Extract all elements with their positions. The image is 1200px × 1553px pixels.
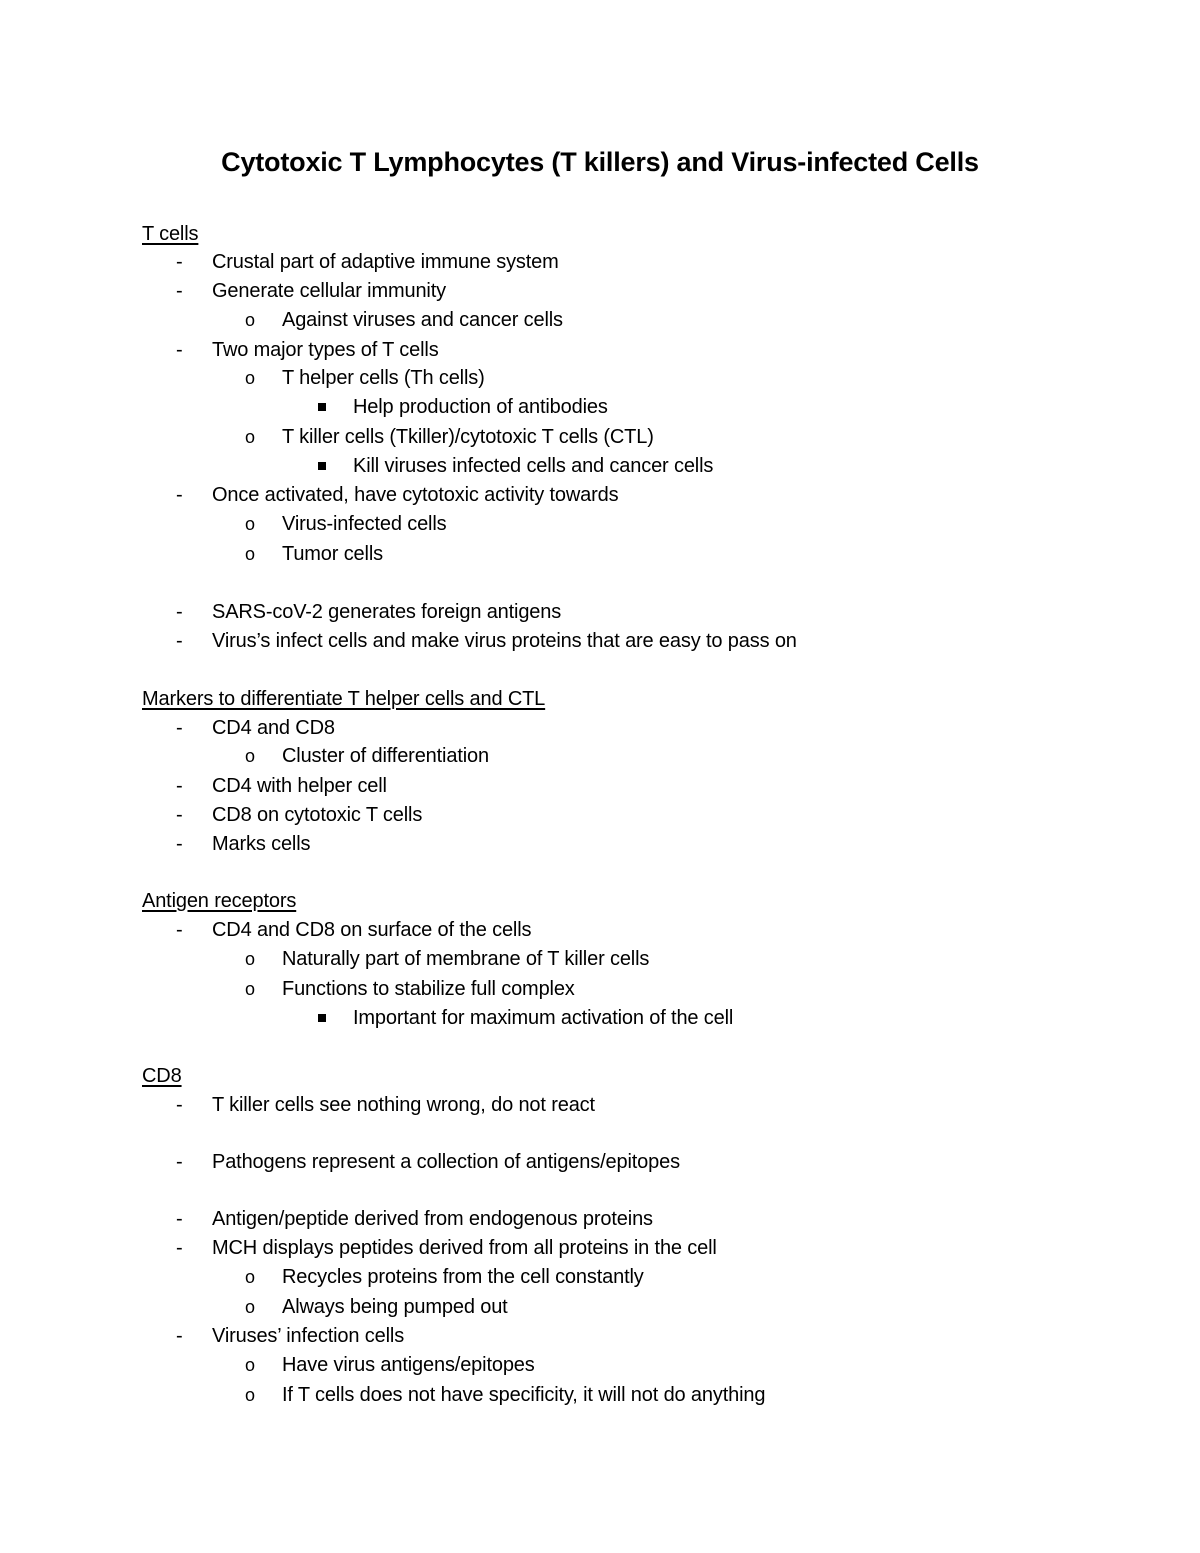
list-item: Have virus antigens/epitopes — [282, 1354, 535, 1376]
circle-bullet: o — [245, 1355, 256, 1375]
list-item: T helper cells (Th cells) — [282, 367, 485, 389]
square-bullet — [318, 1014, 326, 1022]
section-heading-antigen-receptors — [142, 887, 358, 915]
dash-bullet: - — [176, 717, 183, 739]
list-item: Functions to stabilize full complex — [282, 978, 575, 1000]
circle-bullet: o — [245, 514, 256, 534]
list-item: Viruses’ infection cells — [212, 1325, 405, 1347]
dash-bullet: - — [176, 919, 183, 941]
square-bullet — [318, 403, 326, 411]
heading-text: Antigen receptors — [142, 890, 297, 912]
list-item: Naturally part of membrane of T killer cells — [282, 948, 650, 970]
circle-bullet: o — [245, 544, 256, 564]
list-item: Kill viruses infected cells and cancer cells — [353, 455, 714, 477]
dash-bullet: - — [176, 484, 183, 506]
circle-bullet: o — [245, 310, 256, 330]
dash-bullet: - — [176, 630, 183, 652]
circle-bullet: o — [245, 427, 256, 447]
list-item: Virus’s infect cells and make virus proteins that are easy to pass on — [212, 630, 797, 652]
dash-bullet: - — [176, 251, 183, 273]
section-heading-t-cells: T cells — [142, 223, 199, 245]
list-item: MCH displays peptides derived from all proteins in the cell — [212, 1237, 717, 1259]
page-title: Cytotoxic T Lymphocytes (T killers) and Virus-infected Cells — [221, 147, 979, 177]
list-item: Two major types of T cells — [212, 339, 439, 361]
list-item: Pathogens represent a collection of antigens/epitopes — [212, 1151, 680, 1173]
list-item: Important for maximum activation of the cell — [353, 1007, 734, 1029]
dash-bullet: - — [176, 1208, 183, 1230]
circle-bullet: o — [245, 1297, 256, 1317]
list-item: Help production of antibodies — [353, 396, 608, 418]
dash-bullet: - — [176, 804, 183, 826]
list-item: Virus-infected cells — [282, 513, 447, 535]
list-item: CD4 and CD8 on surface of the cells — [212, 919, 532, 941]
list-item: T killer cells see nothing wrong, do not react — [212, 1094, 595, 1116]
list-item: CD4 and CD8 — [212, 717, 335, 739]
list-item: If T cells does not have specificity, it will not do anything — [282, 1384, 766, 1406]
circle-bullet: o — [245, 1385, 256, 1405]
circle-bullet: o — [245, 979, 256, 999]
dash-bullet: - — [176, 1325, 183, 1347]
circle-bullet: o — [245, 1267, 256, 1287]
list-item: T killer cells (Tkiller)/cytotoxic T cells (CTL) — [282, 426, 654, 448]
list-item: Generate cellular immunity — [212, 280, 446, 302]
list-item: Against viruses and cancer cells — [282, 309, 563, 331]
list-item: CD4 with helper cell — [212, 775, 387, 797]
dash-bullet: - — [176, 775, 183, 797]
square-bullet — [318, 462, 326, 470]
list-item: CD8 on cytotoxic T cells — [212, 804, 423, 826]
dash-bullet: - — [176, 1151, 183, 1173]
section-heading-cd8: CD8 — [142, 1065, 182, 1087]
dash-bullet: - — [176, 1094, 183, 1116]
circle-bullet: o — [245, 368, 256, 388]
list-item: Marks cells — [212, 833, 311, 855]
list-item: Crustal part of adaptive immune system — [212, 251, 559, 273]
dash-bullet: - — [176, 280, 183, 302]
circle-bullet: o — [245, 949, 256, 969]
dash-bullet: - — [176, 339, 183, 361]
dash-bullet: - — [176, 1237, 183, 1259]
list-item: Cluster of differentiation — [282, 745, 489, 767]
dash-bullet: - — [176, 601, 183, 623]
list-item: Recycles proteins from the cell constantly — [282, 1266, 644, 1288]
list-item: Antigen/peptide derived from endogenous proteins — [212, 1208, 653, 1230]
dash-bullet: - — [176, 833, 183, 855]
list-item: SARS-coV-2 generates foreign antigens — [212, 601, 562, 623]
section-heading-markers: Markers to differentiate T helper cells and CTL — [142, 688, 546, 710]
list-item: Always being pumped out — [282, 1296, 508, 1318]
circle-bullet: o — [245, 746, 256, 766]
list-item: Tumor cells — [282, 543, 383, 565]
list-item: Once activated, have cytotoxic activity towards — [212, 484, 619, 506]
